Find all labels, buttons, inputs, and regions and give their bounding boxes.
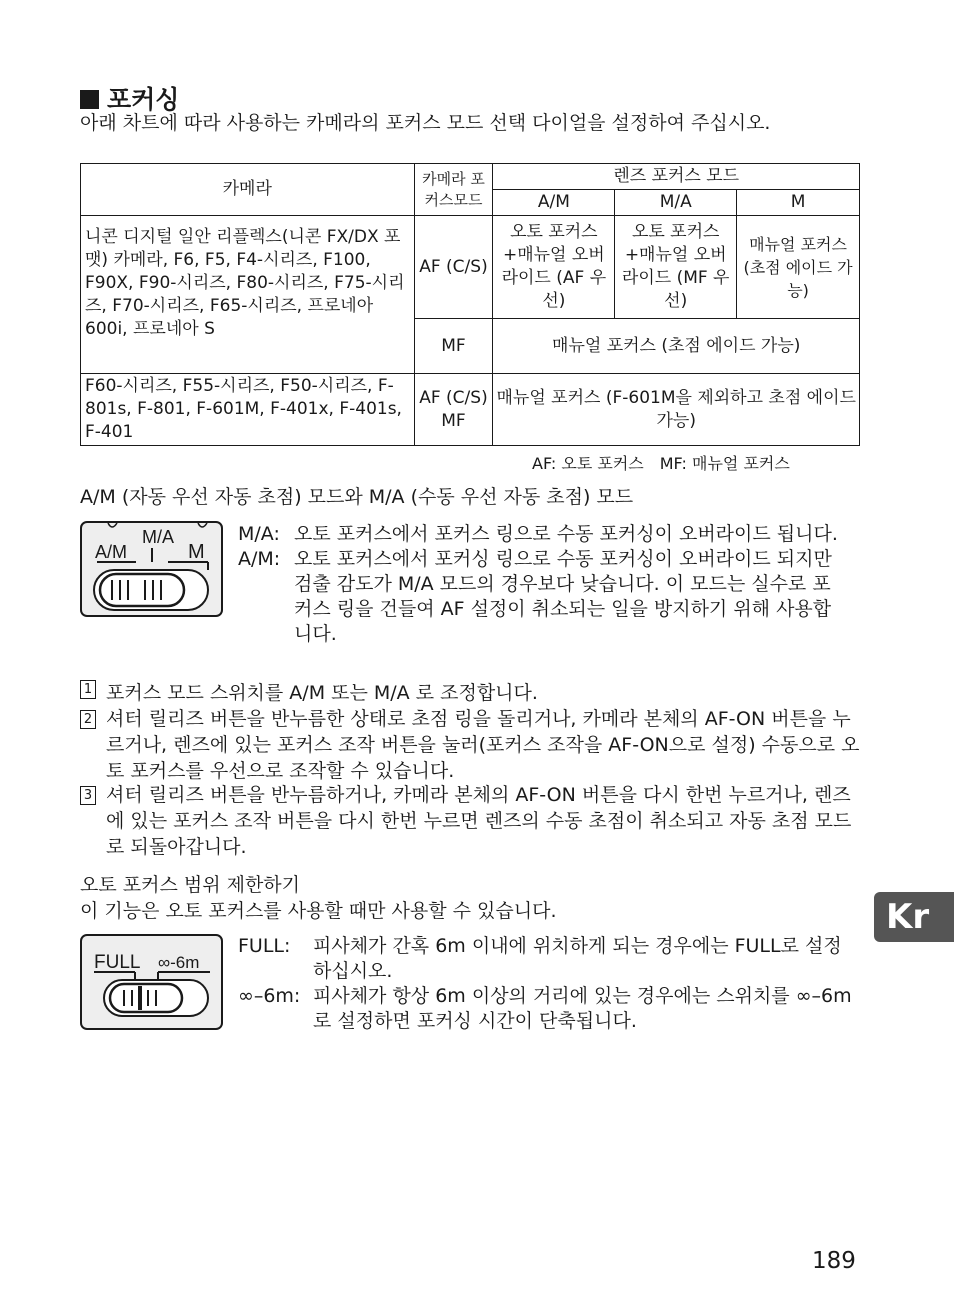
header-camera-focus-mode: 카메라 포커스모드 (414, 164, 493, 216)
section-af-limit-intro: 이 기능은 오토 포커스를 사용할 때만 사용할 수 있습니다. (80, 900, 557, 922)
switch-label-inf-6m: ∞-6m (158, 953, 200, 972)
full-definition (238, 934, 858, 1034)
section-am-ma-title: A/M (자동 우선 자동 초점) 모드와 M/A (수동 우선 자동 초점) 모드 (80, 486, 634, 508)
switch-label-am: A/M (95, 542, 128, 562)
full-text: 피사체가 간혹 6m 이내에 위치하게 되는 경우에는 FULL로 설정하십시오. (313, 935, 842, 982)
row2-mode-cell: AF (C/S) MF (414, 374, 493, 446)
step-number: 1 (80, 680, 96, 699)
step-text: 셔터 릴리즈 버튼을 반누름하거나, 카메라 본체의 AF-ON 버튼을 다시 한번 누르거나, 렌즈에 있는 포커스 조작 버튼을 다시 한번 누르면 렌즈의 수동 초점이 취소되고 자동 초점 모드로 되돌아갑니다. (106, 784, 852, 858)
focus-mode-table (80, 163, 860, 446)
inf-term: ∞–6m: (238, 985, 301, 1007)
step-text: 셔터 릴리즈 버튼을 반누름한 상태로 초점 링을 돌리거나, 카메라 본체의 AF-ON 버튼을 누르거나, 렌즈에 있는 포커스 조작 버튼을 눌러(포커스 조작을 AF-ON으로 설정) 수동으로 오토 포커스를 우선으로 조작할 수 있습니다. (106, 708, 860, 782)
header-am: A/M (493, 190, 615, 216)
step-text: 포커스 모드 스위치를 A/M 또는 M/A 로 조정합니다. (106, 682, 538, 704)
row2-value-cell: 매뉴얼 포커스 (F-601M을 제외하고 초점 에이드 가능) (493, 374, 860, 446)
section-af-limit-title: 오토 포커스 범위 제한하기 (80, 874, 301, 896)
ma-term: M/A: (238, 523, 280, 545)
step-1 (80, 680, 860, 706)
inf-text: 피사체가 항상 6m 이상의 거리에 있는 경우에는 스위치를 ∞–6m로 설정하면 포커싱 시간이 단축됩니다. (313, 985, 852, 1032)
focus-limit-switch-diagram (80, 934, 225, 1032)
am-term: A/M: (238, 548, 281, 570)
row1-camera-cell: 니콘 디지털 일안 리플렉스(니콘 FX/DX 포맷) 카메라, F6, F5, F4-시리즈, F100, F90X, F90-시리즈, F80-시리즈, F75-시리즈, F70-시리즈, F65-시리즈, 프로네아 600i, 프로네아 S (81, 216, 415, 374)
step-number: 2 (80, 710, 96, 729)
row1a-mode-cell: AF (C/S) (414, 216, 493, 319)
full-term: FULL: (238, 935, 291, 957)
switch-label-m: M (188, 541, 205, 563)
row2-camera-cell: F60-시리즈, F55-시리즈, F50-시리즈, F-801s, F-801, F-601M, F-401x, F-401s, F-401 (81, 374, 415, 446)
switch-label-full: FULL (94, 952, 141, 973)
switch-label-ma: M/A (142, 527, 175, 547)
page-number: 189 (812, 1248, 856, 1274)
header-ma: M/A (615, 190, 737, 216)
step-2 (80, 706, 860, 784)
am-text: 오토 포커스에서 포커싱 링으로 수동 포커싱이 오버라이드 되지만 검출 감도가 M/A 모드의 경우보다 낮습니다. 이 모드는 실수로 포커스 링을 건들여 AF 설정이 취소되는 일을 방지하기 위해 사용합니다. (294, 548, 832, 645)
step-3 (80, 782, 860, 860)
row1a-m-cell: 매뉴얼 포커스 (초점 에이드 가능) (737, 216, 860, 319)
ma-definition (238, 522, 848, 647)
row1a-ma-cell: 오토 포커스 +매뉴얼 오버라이드 (MF 우선) (615, 216, 737, 319)
step-number: 3 (80, 786, 96, 805)
language-tab: Kr (874, 892, 954, 942)
row1b-mode-cell: MF (414, 319, 493, 374)
header-lens-focus-mode: 렌즈 포커스 모드 (493, 164, 860, 190)
ma-text: 오토 포커스에서 포커스 링으로 수동 포커싱이 오버라이드 됩니다. (294, 523, 838, 545)
intro-paragraph: 아래 차트에 따라 사용하는 카메라의 포커스 모드 선택 다이얼을 설정하여 주십시오. (80, 112, 771, 134)
heading-text: 포커싱 (107, 85, 180, 114)
row1b-value-cell: 매뉴얼 포커스 (초점 에이드 가능) (493, 319, 860, 374)
row1a-am-cell: 오토 포커스 +매뉴얼 오버라이드 (AF 우선) (493, 216, 615, 319)
header-m: M (737, 190, 860, 216)
focus-mode-switch-diagram (80, 518, 225, 619)
square-bullet-icon (80, 90, 99, 109)
header-camera: 카메라 (81, 164, 415, 216)
table-legend: AF: 오토 포커스 MF: 매뉴얼 포커스 (532, 454, 790, 473)
